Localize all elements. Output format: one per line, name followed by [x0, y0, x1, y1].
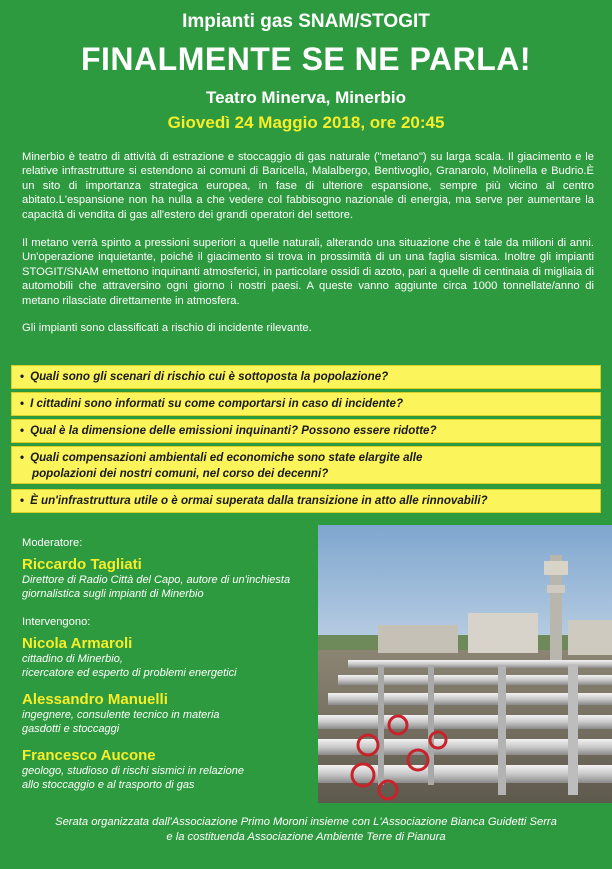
intro-paragraph-1: Minerbio è teatro di attività di estrazione e stoccaggio di gas naturale ("metano") su larga scala. Il giacimento e le relative infrastrutture si estendono ai comuni di Baricella, Malalbergo, Bentivoglio, Granarolo, Molinella e Budrio.È un sito di importanza strategica europea, in fase di ulteriore espansione, sempre più vicino al centro abitato.L'espansione non ha nulla a che vedere col fabbisogno nazionale di energia, ma serve per aumentare la capacità di vendita di gas all'estero dei grandi operatori del settore.	[22, 151, 594, 221]
event-headline: FINALMENTE SE NE PARLA!	[80, 41, 531, 77]
bullet-icon: •	[20, 494, 25, 507]
question-text: È un'infrastruttura utile o è ormai superata dalla transizione in atto alle rinnovabili?	[30, 494, 488, 507]
speaker-desc-line: geologo, studioso di rischi sismici in relazione	[22, 765, 244, 777]
footer-line: Serata organizzata dall'Associazione Primo Moroni insieme con L'Associazione Bianca Guidetti Serra	[55, 816, 557, 828]
moderator-desc	[22, 574, 312, 601]
speaker-name: Francesco Aucone	[22, 747, 156, 764]
speaker-name: Nicola Armaroli	[22, 635, 133, 652]
question-text: I cittadini sono informati su come comportarsi in caso di incidente?	[30, 397, 404, 410]
question-item	[11, 392, 601, 416]
footer-line: e la costituenda Associazione Ambiente Terre di Pianura	[166, 830, 446, 843]
question-item	[11, 489, 601, 513]
intro-paragraph-2: Il metano verrà spinto a pressioni superiori a quelle naturali, alterando una situazione che è tale da milioni di anni. Un'operazione inquietante, poiché il giacimento si trova in prossimità di un una faglia sismica. Inoltre gli impianti STOGIT/SNAM emettono inquinanti atmosferici, in particolare ossidi di azoto, pari a quelle di centinaia di migliaia di automobili che attraversino ogni giorno i nostri paesi. A queste vanno aggiunte circa 1000 tonnellate/anno di metano rilasciate direttamente in atmosfera.	[22, 237, 594, 307]
moderator-name: Riccardo Tagliati	[22, 556, 142, 573]
intro-paragraph-3: Gli impianti sono classificati a rischio di incidente rilevante.	[22, 322, 312, 334]
bullet-icon: •	[20, 370, 25, 383]
bullet-icon: •	[20, 451, 25, 464]
question-text: Quali sono gli scenari di rischio cui è sottoposta la popolazione?	[30, 370, 389, 383]
bullet-icon: •	[20, 397, 25, 410]
question-text: Qual è la dimensione delle emissioni inquinanti? Possono essere ridotte?	[30, 424, 437, 437]
speaker-desc	[22, 765, 312, 792]
question-item	[11, 419, 601, 443]
bullet-icon: •	[20, 424, 25, 437]
speaker-desc-line: allo stoccaggio e al trasporto di gas	[22, 778, 195, 791]
footer-organizers	[0, 815, 612, 844]
speaker-desc	[22, 709, 312, 736]
question-item	[11, 365, 601, 389]
event-topline: Impianti gas SNAM/STOGIT	[182, 11, 430, 32]
speaker-name: Alessandro Manuelli	[22, 691, 168, 708]
moderator-desc-line: Direttore di Radio Città del Capo, autore di un'inchiesta	[22, 574, 291, 586]
question-item	[11, 446, 601, 484]
speaker-desc	[22, 653, 312, 680]
speaker-desc-line: ricercatore ed esperto di problemi energetici	[22, 666, 237, 679]
speakers-label: Intervengono:	[22, 616, 91, 628]
speaker-desc-line: ingegnere, consulente tecnico in materia	[22, 709, 220, 721]
moderator-label: Moderatore:	[22, 537, 83, 549]
event-datetime: Giovedì 24 Maggio 2018, ore 20:45	[167, 113, 445, 132]
event-venue: Teatro Minerva, Minerbio	[206, 88, 406, 107]
gas-plant-photo	[318, 525, 612, 803]
speaker-desc-line: cittadino di Minerbio,	[22, 653, 123, 665]
moderator-desc-line: giornalistica sugli impianti di Minerbio	[22, 587, 204, 600]
question-text: Quali compensazioni ambientali ed economiche sono state elargite alle	[30, 451, 423, 464]
gas-plant-illustration	[318, 525, 612, 803]
question-text-continued: popolazioni dei nostri comuni, nel corso dei decenni?	[32, 467, 329, 480]
speaker-desc-line: gasdotti e stoccaggi	[22, 722, 120, 735]
